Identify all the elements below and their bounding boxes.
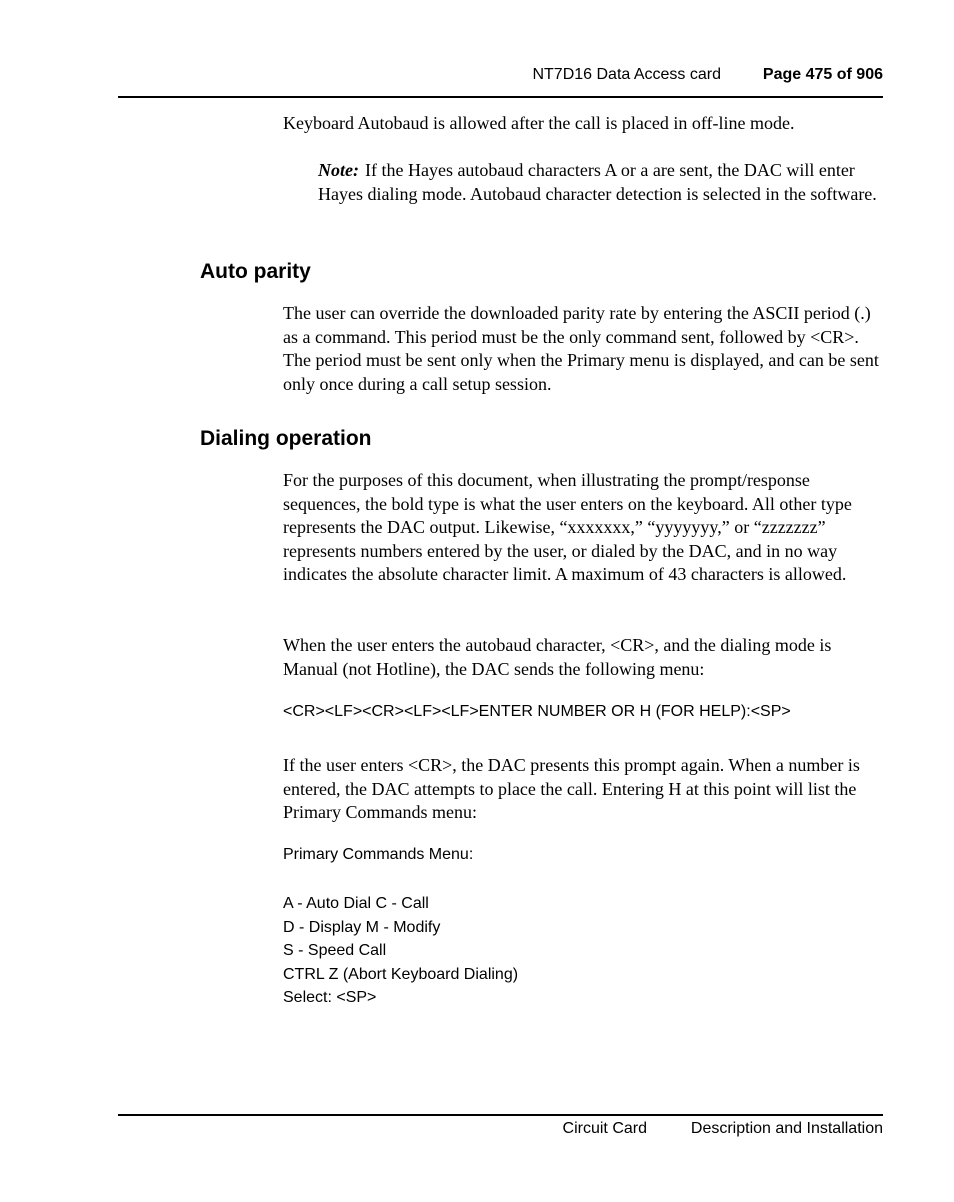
dac-prompt: <CR><LF><CR><LF><LF>ENTER NUMBER OR H (FOR HELP):<SP> bbox=[283, 703, 791, 720]
menu-line: S - Speed Call bbox=[283, 942, 387, 959]
menu-line: A - Auto Dial C - Call bbox=[283, 895, 429, 912]
dialing-paragraph-1: For the purposes of this document, when illustrating the prompt/response sequences, the bold type is what the user enters on the keyboard. All other type represents the DAC output. Likewise, “xxxxxxx,” “yyyyyyy,” or “zzzzzzz” represents numbers entered by the user, or dialed by the DAC, and in no way indicates the absolute character limit. A maximum of 43 characters is allowed. bbox=[283, 470, 852, 584]
primary-commands-menu bbox=[283, 892, 883, 1010]
page-header bbox=[118, 66, 883, 98]
page-footer bbox=[118, 1114, 883, 1137]
footer-right: Description and Installation bbox=[690, 1120, 883, 1137]
page-number: Page 475 of 906 bbox=[762, 66, 883, 83]
section-heading-dialing-operation: Dialing operation bbox=[200, 427, 372, 450]
section-heading-auto-parity: Auto parity bbox=[200, 260, 311, 283]
intro-paragraph: Keyboard Autobaud is allowed after the call is placed in off-line mode. bbox=[283, 113, 795, 133]
document-title: NT7D16 Data Access card bbox=[532, 66, 721, 83]
note-text: If the Hayes autobaud characters A or a are sent, the DAC will enter Hayes dialing mode. Autobaud character detection is selected in the software. bbox=[318, 160, 877, 204]
dialing-paragraph-3: If the user enters <CR>, the DAC presents this prompt again. When a number is entered, the DAC attempts to place the call. Entering H at this point will list the Primary Commands menu: bbox=[283, 755, 860, 822]
menu-line: D - Display M - Modify bbox=[283, 918, 441, 936]
auto-parity-paragraph: The user can override the downloaded parity rate by entering the ASCII period (.) as a command. This period must be the only command sent, followed by <CR>. The period must be sent only when the Primary menu is displayed, and can be sent only once during a call setup session. bbox=[283, 303, 879, 394]
note-paragraph bbox=[318, 159, 883, 206]
note-label: Note: bbox=[318, 160, 359, 180]
menu-line: CTRL Z (Abort Keyboard Dialing) bbox=[283, 965, 519, 983]
menu-line: Select: <SP> bbox=[283, 989, 377, 1006]
dialing-paragraph-2: When the user enters the autobaud character, <CR>, and the dialing mode is Manual (not Hotline), the DAC sends the following menu: bbox=[283, 635, 832, 679]
menu-title: Primary Commands Menu: bbox=[283, 846, 474, 863]
footer-left: Circuit Card bbox=[562, 1120, 647, 1137]
